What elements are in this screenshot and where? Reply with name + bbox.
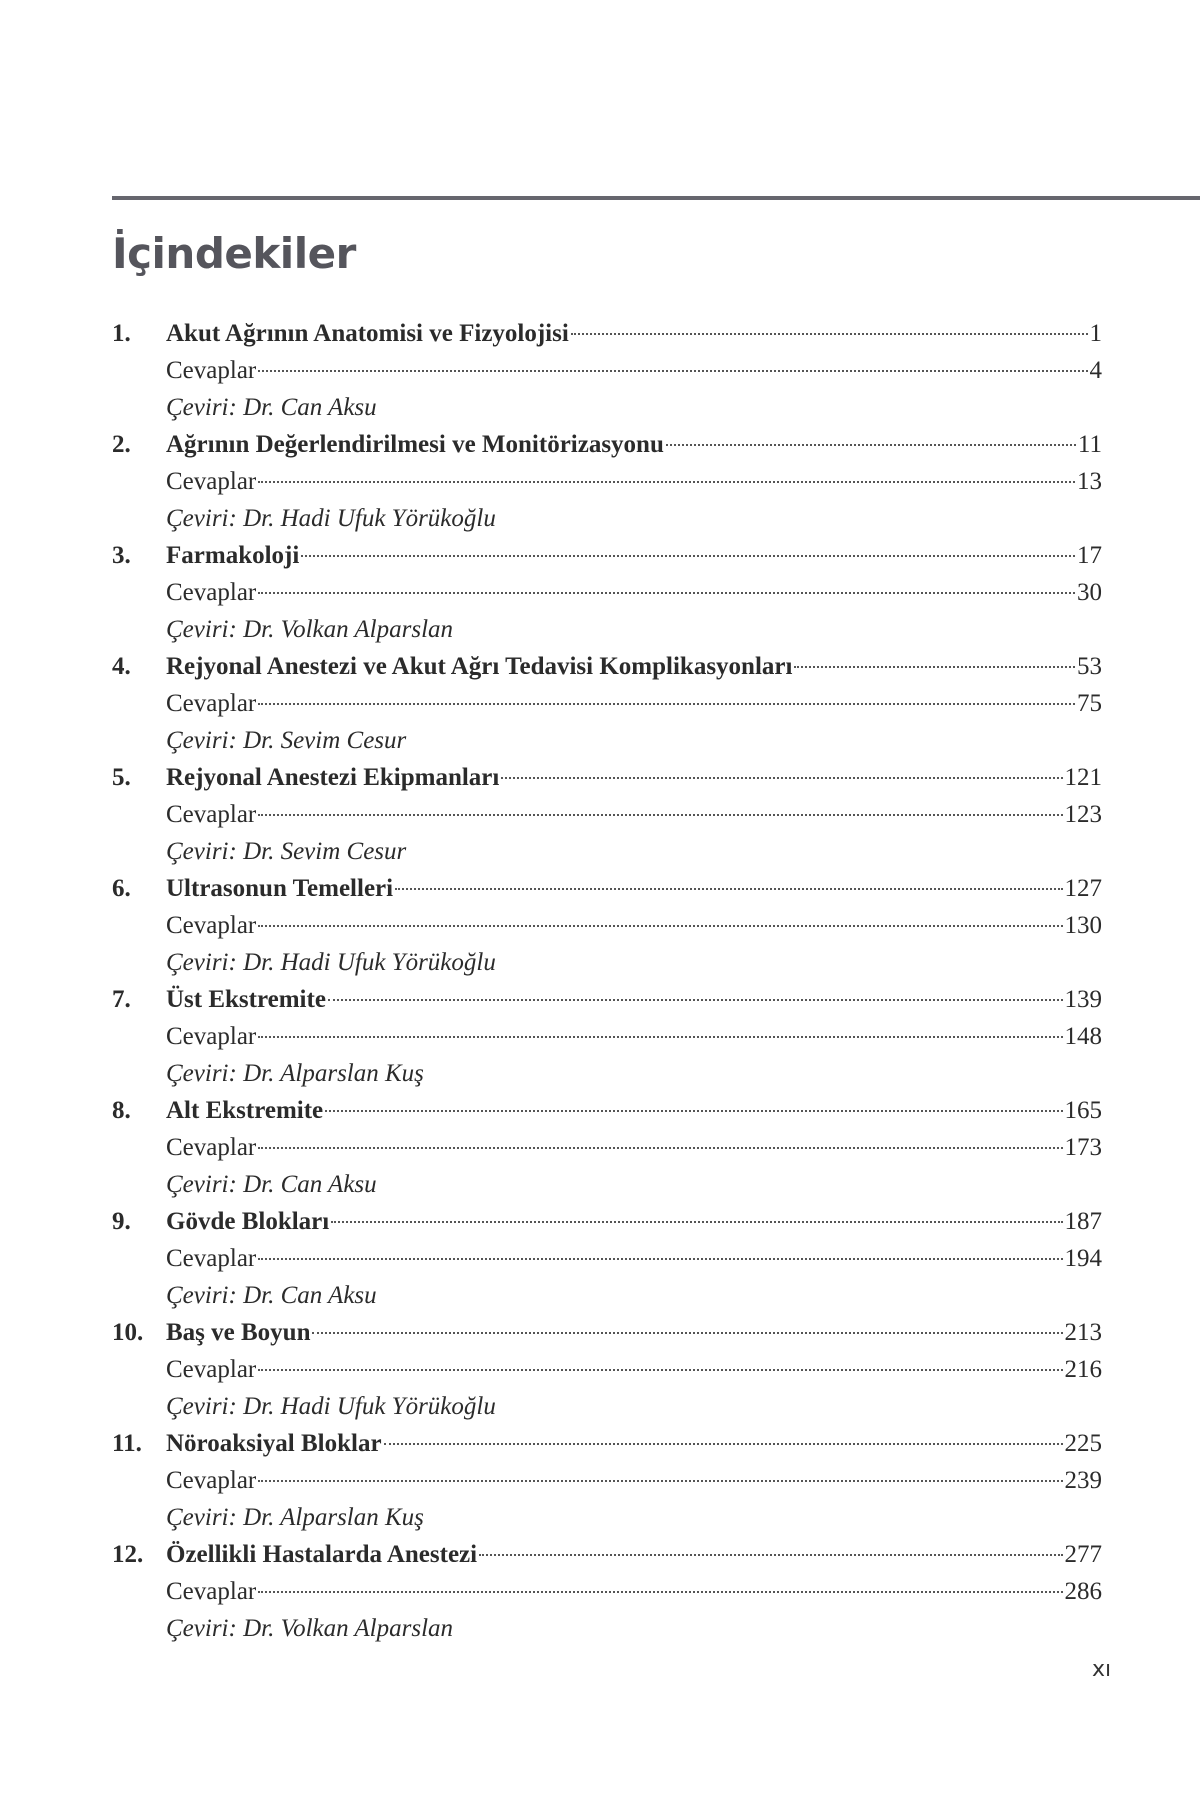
answers-label: Cevaplar [166,357,257,384]
answers-page: 30 [1077,579,1102,606]
toc-translator-row [112,1388,1102,1425]
dot-leader [258,1258,1062,1260]
dot-leader [301,555,1075,557]
translator-credit: Çeviri: Dr. Volkan Alparslan [166,1615,454,1642]
answers-label: Cevaplar [166,1467,257,1494]
answers-page: 4 [1089,357,1102,384]
dot-leader [794,666,1075,668]
answers-page: 173 [1064,1134,1102,1161]
toc-answers-row[interactable] [112,1351,1102,1388]
chapter-title: Akut Ağrının Anatomisi ve Fizyolojisi [166,320,569,347]
toc-chapter-row[interactable] [112,426,1102,463]
answers-label: Cevaplar [166,690,257,717]
chapter-number: 11. [112,1430,142,1457]
chapter-page: 17 [1077,542,1102,569]
translator-credit: Çeviri: Dr. Can Aksu [166,394,377,421]
chapter-number: 3. [112,542,131,569]
toc-answers-row[interactable] [112,796,1102,833]
chapter-title: Farmakoloji [166,542,300,569]
translator-credit: Çeviri: Dr. Hadi Ufuk Yörükoğlu [166,505,496,532]
answers-page: 75 [1077,690,1102,717]
translator-credit: Çeviri: Dr. Can Aksu [166,1171,377,1198]
toc-answers-row[interactable] [112,574,1102,611]
chapter-page: 1 [1089,320,1102,347]
answers-page: 286 [1064,1578,1102,1605]
page-number: xı [1092,1657,1112,1682]
toc-translator-row [112,389,1102,426]
toc-list [112,315,1102,1647]
chapter-title: Rejyonal Anestezi Ekipmanları [166,764,500,791]
chapter-number: 7. [112,986,131,1013]
answers-label: Cevaplar [166,1578,257,1605]
answers-page: 123 [1064,801,1102,828]
toc-chapter-row[interactable] [112,1425,1102,1462]
answers-page: 130 [1064,912,1102,939]
toc-answers-row[interactable] [112,1573,1102,1610]
toc-chapter-row[interactable] [112,315,1102,352]
dot-leader [325,1110,1062,1112]
dot-leader [258,1147,1062,1149]
dot-leader [258,592,1075,594]
top-rule [112,196,1200,200]
dot-leader [312,1332,1062,1334]
toc-translator-row [112,1277,1102,1314]
answers-label: Cevaplar [166,579,257,606]
chapter-title: Gövde Blokları [166,1208,330,1235]
toc-answers-row[interactable] [112,463,1102,500]
answers-label: Cevaplar [166,912,257,939]
translator-credit: Çeviri: Dr. Alparslan Kuş [166,1060,424,1087]
answers-page: 194 [1064,1245,1102,1272]
chapter-number: 6. [112,875,131,902]
dot-leader [258,1369,1062,1371]
toc-chapter-row[interactable] [112,537,1102,574]
dot-leader [571,333,1088,335]
dot-leader [258,814,1062,816]
chapter-page: 277 [1064,1541,1102,1568]
translator-credit: Çeviri: Dr. Alparslan Kuş [166,1504,424,1531]
translator-credit: Çeviri: Dr. Hadi Ufuk Yörükoğlu [166,1393,496,1420]
toc-translator-row [112,722,1102,759]
toc-answers-row[interactable] [112,907,1102,944]
chapter-page: 165 [1064,1097,1102,1124]
toc-translator-row [112,1610,1102,1647]
translator-credit: Çeviri: Dr. Can Aksu [166,1282,377,1309]
toc-chapter-row[interactable] [112,1203,1102,1240]
answers-page: 239 [1064,1467,1102,1494]
chapter-title: Nöroaksiyal Bloklar [166,1430,382,1457]
chapter-title: Ağrının Değerlendirilmesi ve Monitörizasyonu [166,431,664,458]
dot-leader [258,703,1075,705]
chapter-number: 4. [112,653,131,680]
answers-label: Cevaplar [166,801,257,828]
chapter-number: 9. [112,1208,131,1235]
chapter-page: 225 [1064,1430,1102,1457]
chapter-title: Baş ve Boyun [166,1319,311,1346]
chapter-page: 121 [1064,764,1102,791]
toc-translator-row [112,1166,1102,1203]
toc-chapter-row[interactable] [112,981,1102,1018]
toc-answers-row[interactable] [112,1018,1102,1055]
chapter-page: 139 [1064,986,1102,1013]
chapter-page: 53 [1077,653,1102,680]
toc-chapter-row[interactable] [112,1314,1102,1351]
translator-credit: Çeviri: Dr. Sevim Cesur [166,838,407,865]
answers-page: 216 [1064,1356,1102,1383]
translator-credit: Çeviri: Dr. Volkan Alparslan [166,616,454,643]
toc-answers-row[interactable] [112,1462,1102,1499]
toc-answers-row[interactable] [112,1240,1102,1277]
dot-leader [258,1036,1062,1038]
chapter-title: Üst Ekstremite [166,986,326,1013]
chapter-page: 213 [1064,1319,1102,1346]
dot-leader [395,888,1062,890]
dot-leader [384,1443,1063,1445]
dot-leader [331,1221,1062,1223]
chapter-number: 5. [112,764,131,791]
toc-translator-row [112,944,1102,981]
toc-translator-row [112,500,1102,537]
dot-leader [258,1480,1062,1482]
toc-chapter-row[interactable] [112,1536,1102,1573]
answers-page: 148 [1064,1023,1102,1050]
toc-chapter-row[interactable] [112,870,1102,907]
chapter-title: Özellikli Hastalarda Anestezi [166,1541,478,1568]
chapter-number: 10. [112,1319,144,1346]
translator-credit: Çeviri: Dr. Sevim Cesur [166,727,407,754]
chapter-number: 1. [112,320,131,347]
toc-answers-row[interactable] [112,1129,1102,1166]
toc-chapter-row[interactable] [112,648,1102,685]
toc-chapter-row[interactable] [112,1092,1102,1129]
dot-leader [501,777,1062,779]
dot-leader [479,1554,1062,1556]
toc-translator-row [112,833,1102,870]
toc-translator-row [112,1055,1102,1092]
dot-leader [666,444,1076,446]
chapter-number: 8. [112,1097,131,1124]
dot-leader [258,481,1075,483]
chapter-number: 12. [112,1541,144,1568]
answers-label: Cevaplar [166,468,257,495]
dot-leader [328,999,1063,1001]
page-title: İçindekiler [112,229,356,278]
translator-credit: Çeviri: Dr. Hadi Ufuk Yörükoğlu [166,949,496,976]
answers-label: Cevaplar [166,1245,257,1272]
toc-answers-row[interactable] [112,352,1102,389]
answers-page: 13 [1077,468,1102,495]
toc-chapter-row[interactable] [112,759,1102,796]
chapter-page: 187 [1064,1208,1102,1235]
toc-answers-row[interactable] [112,685,1102,722]
chapter-title: Rejyonal Anestezi ve Akut Ağrı Tedavisi Komplikasyonları [166,653,793,680]
dot-leader [258,925,1062,927]
toc-translator-row [112,1499,1102,1536]
chapter-title: Ultrasonun Temelleri [166,875,394,902]
chapter-number: 2. [112,431,131,458]
dot-leader [258,1591,1062,1593]
answers-label: Cevaplar [166,1023,257,1050]
toc-translator-row [112,611,1102,648]
chapter-page: 127 [1064,875,1102,902]
answers-label: Cevaplar [166,1356,257,1383]
chapter-page: 11 [1077,431,1102,458]
chapter-title: Alt Ekstremite [166,1097,324,1124]
dot-leader [258,370,1087,372]
answers-label: Cevaplar [166,1134,257,1161]
